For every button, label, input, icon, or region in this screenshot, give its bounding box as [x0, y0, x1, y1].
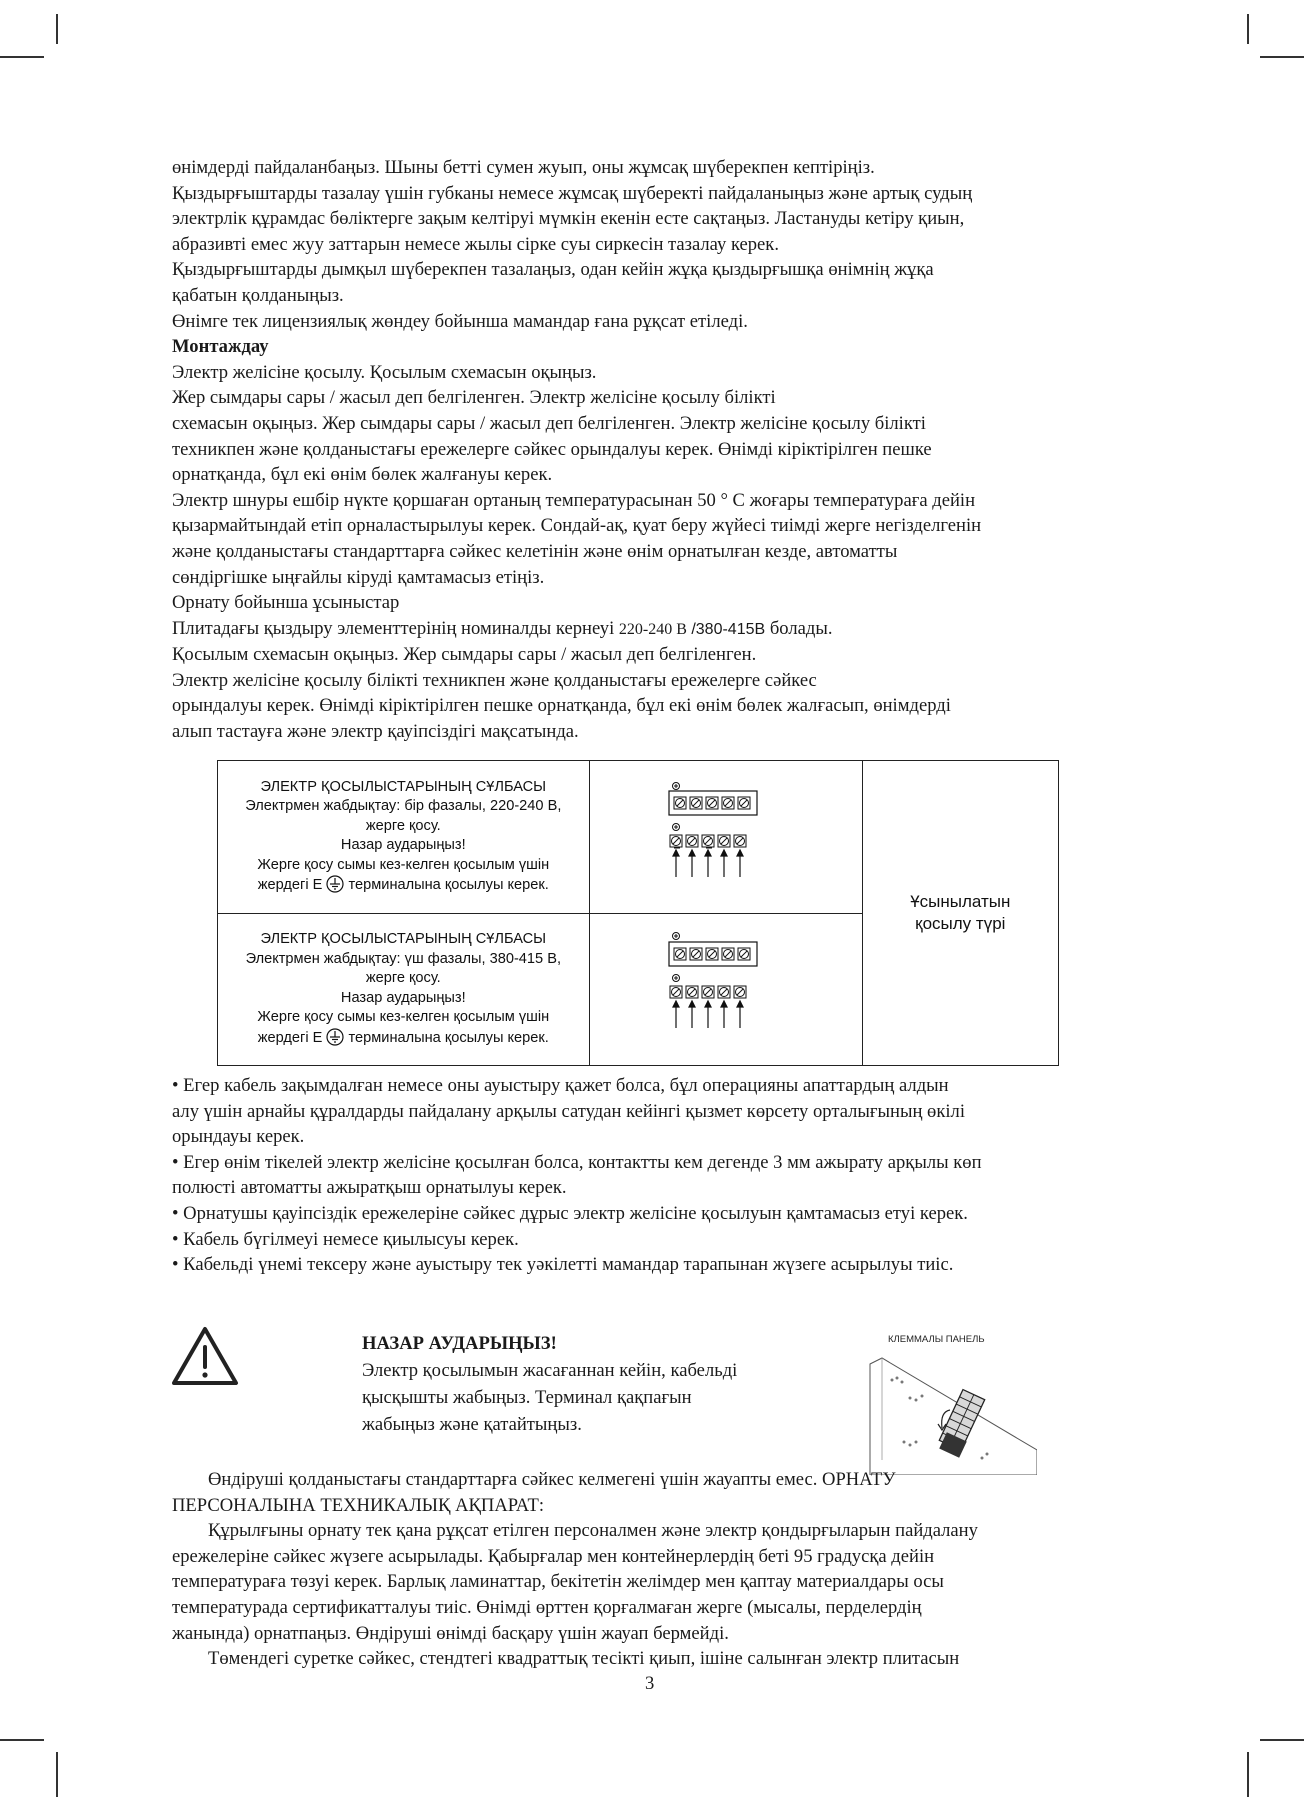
text-line: Электр желісіне қосылу білікті техникпен және қолданыстағы ережелерге сәйкес — [172, 669, 817, 691]
list-item: • Кабель бүгілмеуі немесе қиылысуы керек. — [172, 1228, 519, 1250]
list-item: • Орнатушы қауіпсіздік ережелеріне сәйкес дұрыс электр желісіне қосылуын қамтамасыз етуі керек. — [172, 1202, 968, 1224]
text-line: Жер сымдары сары / жасыл деп белгіленген. Электр желісіне қосылу білікті — [172, 387, 776, 409]
warning-block — [362, 1330, 842, 1438]
text-line: Өнімге тек лицензиялық жөндеу бойынша мамандар ғана рұқсат етіледі. — [172, 310, 748, 332]
text-line: жанында) орнатпаңыз. Өндіруші өнімді басқару үшін жауап бермейді. — [172, 1622, 729, 1644]
terminal-block-icon — [590, 914, 862, 1059]
list-item: полюсті автоматты ажыратқыш орнатылуы керек. — [172, 1177, 567, 1199]
text-line: сөндіргішке ыңғайлы кіруді қамтамасыз етіңіз. — [172, 566, 545, 588]
page-number: 3 — [645, 1673, 655, 1694]
text-line: техникпен және қолданыстағы ережелерге сәйкес орындалуы керек. Өнімді кіріктірілген пешке — [172, 438, 932, 460]
list-item: • Кабельді үнемі тексеру және ауыстыру тек уәкілетті мамандар тарапынан жүзеге асырылуы тиіс. — [172, 1254, 954, 1276]
top-text-block — [172, 155, 1140, 745]
recommended-connection-cell: Ұсынылатын қосылу түрі — [862, 761, 1058, 1066]
text-line: температураға төзуі керек. Барлық ламинаттар, бекітетін желімдер мен қаптау материалдары осы — [172, 1571, 944, 1593]
text-line: Электр желісіне қосылу. Қосылым схемасын оқыңыз. — [172, 361, 597, 383]
ground-symbol-icon — [326, 875, 344, 893]
diagram-text-three-phase: ЭЛЕКТР ҚОСЫЛЫСТАРЫНЫҢ СҰЛБАСЫ Электрмен жабдықтау: үш фазалы, 380-415 В, жерге қосу. Назар аударыңыз! Жерге қосу сымы кез-келген қосылым үшін жердегі Е терминалына қосылуы керек. — [218, 913, 590, 1066]
text-line: Қыздырғыштарды тазалау үшін губканы немесе жұмсақ шүберекті пайдаланыңыз және артық судың — [172, 182, 973, 204]
text-line: Электр шнуры ешбір нүкте қоршаған ортаның температурасынан 50 ° С жоғары температураға дейін — [172, 489, 976, 511]
crop-mark — [1260, 1739, 1304, 1741]
text-line: температурада сертификатталуы тиіс. Өнімді өрттен қорғалмаған жерге (мысалы, перделердің — [172, 1596, 922, 1618]
text-line: Төмендегі суретке сәйкес, стендтегі квадраттық тесікті қиып, ішіне салынған электр плитасын — [208, 1648, 960, 1670]
text-line: және қолданыстағы стандарттарға сәйкес келетінін және өнім орнатылған кезде, автоматты — [172, 540, 898, 562]
bullet-list — [172, 1073, 1140, 1278]
tail-text-block — [172, 1467, 1140, 1672]
text-line: өнімдерді пайдаланбаңыз. Шыны бетті сумен жуып, оны жұмсақ шүберекпен кептіріңіз. — [172, 157, 875, 178]
terminal-diagram-single-phase — [589, 761, 862, 914]
text-line: Қыздырғыштарды дымқыл шүберекпен тазалаңыз, одан кейін жұқа қыздырғышқа өнімнің жұқа — [172, 259, 934, 281]
diagram-text-single-phase: ЭЛЕКТР ҚОСЫЛЫСТАРЫНЫҢ СҰЛБАСЫ Электрмен жабдықтау: бір фазалы, 220-240 В, жерге қосу. Назар аударыңыз! Жерге қосу сымы кез-келген қосылым үшін жердегі Е терминалына қосылуы керек. — [218, 761, 590, 914]
text-line: Өндіруші қолданыстағы стандарттарға сәйкес келмегені үшін жауапты емес. ОРНАТУ — [208, 1469, 896, 1490]
section-heading: Монтаждау — [172, 336, 269, 358]
text-line: алып тастауға және электр қауіпсіздігі мақсатында. — [172, 721, 579, 743]
crop-mark — [0, 56, 44, 58]
warning-triangle-icon — [170, 1325, 240, 1387]
text-line: орындалуы керек. Өнімді кіріктірілген пешке орнатқанда, бұл екі өнім бөлек жалғасып, өнімдерді — [172, 695, 951, 717]
text-line: Орнату бойынша ұсыныстар — [172, 592, 400, 614]
terminal-block-icon — [590, 761, 862, 906]
warning-title: НАЗАР АУДАРЫҢЫЗ! — [362, 1333, 557, 1354]
list-item: алу үшін арнайы құралдарды пайдалану арқылы сатудан кейінгі қызмет көрсету орталығының өкілі — [172, 1100, 965, 1122]
list-item: • Егер өнім тікелей электр желісіне қосылған болса, контактты кем дегенде 3 мм ажырату арқылы көп — [172, 1151, 982, 1173]
text-line: электрлік құрамдас бөліктерге зақым келтіруі мүмкін екенін есте сақтаңыз. Ластануды кетіру қиын, — [172, 208, 965, 230]
voltage-line: Плитадағы қыздыру элементтерінің номиналды кернеуі 220-240 В /380-415В болады. — [172, 617, 833, 639]
text-line: орнатқанда, бұл екі өнім бөлек жалғануы керек. — [172, 464, 553, 486]
text-line: Құрылғыны орнату тек қана рұқсат етілген персоналмен және электр қондырғыларын пайдалану — [208, 1520, 978, 1542]
list-item: • Егер кабель зақымдалған немесе оны ауыстыру қажет болса, бұл операцияны апаттардың алдын — [172, 1075, 949, 1096]
ground-symbol-icon — [326, 1028, 344, 1046]
text-line: ережелеріне сәйкес жүзеге асырылады. Қабырғалар мен контейнерлердің беті 95 градусқа дейін — [172, 1545, 935, 1567]
text-line: жабыңыз және қатайтыңыз. — [362, 1414, 582, 1435]
crop-mark — [1247, 1752, 1249, 1797]
crop-mark — [1260, 56, 1304, 58]
text-line: қысқышты жабыңыз. Терминал қақпағын — [362, 1387, 692, 1408]
text-line: Электр қосылымын жасағаннан кейін, кабельді — [362, 1360, 738, 1381]
text-line: қабатын қолданыңыз. — [172, 284, 344, 306]
crop-mark — [0, 1739, 44, 1741]
terminal-panel-illustration — [862, 1350, 1037, 1475]
text-line: Қосылым схемасын оқыңыз. Жер сымдары сары / жасыл деп белгіленген. — [172, 644, 757, 666]
crop-mark — [56, 1752, 58, 1797]
text-line: абразивті емес жуу заттарын немесе жылы сірке суы сиркесін тазалау керек. — [172, 233, 779, 255]
text-line: ПЕРСОНАЛЫНА ТЕХНИКАЛЫҚ АҚПАРАТ: — [172, 1494, 545, 1516]
list-item: орындауы керек. — [172, 1126, 305, 1148]
text-line: қызармайтындай етіп орналастырылуы керек. Сондай-ақ, қуат беру жүйесі тиімді жерге негізделгенін — [172, 515, 982, 537]
connection-diagram — [217, 760, 1059, 1066]
terminal-diagram-three-phase — [589, 913, 862, 1066]
terminal-panel-label: КЛЕММАЛЫ ПАНЕЛЬ — [888, 1334, 985, 1345]
text-line: схемасын оқыңыз. Жер сымдары сары / жасыл деп белгіленген. Электр желісіне қосылу білікті — [172, 412, 926, 434]
crop-mark — [1247, 14, 1249, 44]
crop-mark — [56, 14, 58, 44]
